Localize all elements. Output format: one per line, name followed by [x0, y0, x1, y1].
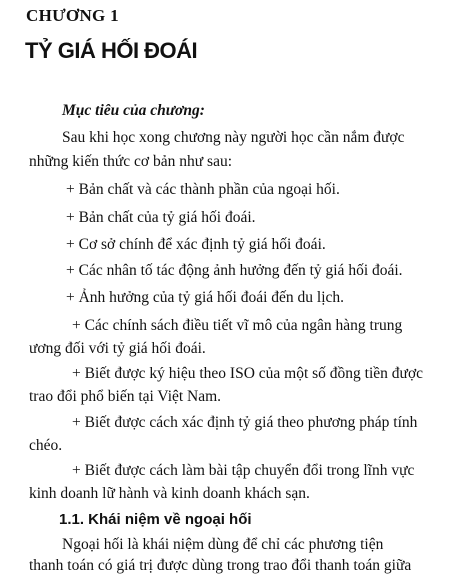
objective-item: + Cơ sở chính để xác định tỷ giá hối đoái.	[66, 236, 326, 253]
objective-item-line-2: chéo.	[29, 437, 63, 454]
objective-item-line-1: + Biết được cách làm bài tập chuyển đổi trong lĩnh vực	[72, 462, 415, 479]
section-heading: 1.1. Khái niệm về ngoại hối	[59, 511, 252, 528]
objective-item: + Bản chất của tỷ giá hối đoái.	[66, 209, 256, 226]
objective-item-line-1: + Biết được cách xác định tỷ giá theo phương pháp tính	[72, 414, 418, 431]
objectives-intro-line-2: những kiến thức cơ bản như sau:	[29, 153, 232, 170]
objective-item-line-2: kinh doanh lữ hành và kinh doanh khách sạn.	[29, 485, 310, 502]
objective-item: + Bản chất và các thành phần của ngoại hối.	[66, 181, 340, 198]
section-paragraph-line-2: thanh toán có giá trị được dùng trong trao đổi thanh toán giữa	[29, 557, 412, 574]
objective-item-line-1: + Các chính sách điều tiết vĩ mô của ngân hàng trung	[72, 317, 403, 334]
objective-item-line-1: + Biết được ký hiệu theo ISO của một số đồng tiền được	[72, 365, 424, 382]
objectives-heading: Mục tiêu của chương:	[62, 102, 205, 119]
chapter-title: TỶ GIÁ HỐI ĐOÁI	[25, 38, 198, 63]
objective-item-line-2: trao đổi phổ biến tại Việt Nam.	[29, 388, 222, 405]
objective-item: + Các nhân tố tác động ảnh hưởng đến tỷ giá hối đoái.	[66, 262, 403, 279]
section-paragraph-line-1: Ngoại hối là khái niệm dùng để chỉ các phương tiện	[62, 536, 384, 553]
objective-item: + Ảnh hưởng của tỷ giá hối đoái đến du lịch.	[66, 289, 345, 306]
objectives-intro-line-1: Sau khi học xong chương này người học cần nắm được	[62, 129, 405, 146]
chapter-label: CHƯƠNG 1	[26, 6, 119, 25]
objective-item-line-2: ương đối với tỷ giá hối đoái.	[29, 340, 206, 357]
